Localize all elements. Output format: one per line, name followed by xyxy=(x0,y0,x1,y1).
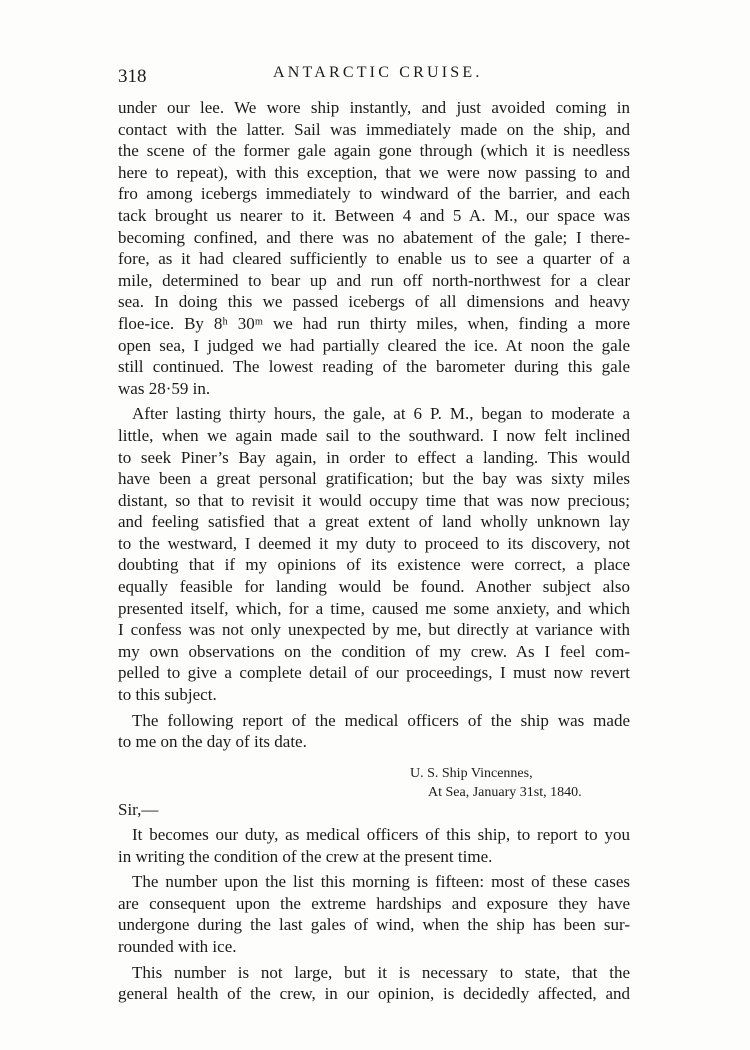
paragraph xyxy=(118,962,630,1005)
paragraph xyxy=(118,97,630,399)
text-line: mile, determined to bear up and run off north-northwest for a clear xyxy=(118,270,630,290)
text-line: still continued. The lowest reading of the barometer during this gale xyxy=(118,357,630,377)
text-line: fore, as it had cleared sufficiently to enable us to see a quarter of a xyxy=(118,249,630,269)
text-line: undergone during the last gales of wind, when the ship has been sur- xyxy=(118,915,630,935)
text-line: to seek Piner’s Bay again, in order to effect a landing. This would xyxy=(118,447,630,467)
letter-salutation: Sir,— xyxy=(118,800,159,819)
text-line: The following report of the medical officers of the ship was made xyxy=(132,710,630,730)
text-line: have been a great personal gratification; but the bay was sixty miles xyxy=(118,469,630,489)
text-line: doubting that if my opinions of its existence were correct, a place xyxy=(118,555,630,575)
text-line: the scene of the former gale again gone through (which it is needless xyxy=(118,141,630,161)
text-line: becoming confined, and there was no abatement of the gale; I there- xyxy=(118,227,630,247)
text-line: distant, so that to revisit it would occupy time that was now precious; xyxy=(118,490,630,510)
page-header xyxy=(118,64,628,88)
running-title: ANTARCTIC CRUISE. xyxy=(273,64,483,81)
text-line: sea. In doing this we passed icebergs of all dimensions and heavy xyxy=(118,292,630,312)
paragraph xyxy=(118,710,630,753)
paragraph xyxy=(118,403,630,705)
text-line: rounded with ice. xyxy=(118,936,237,956)
letter-dateline xyxy=(410,764,582,802)
text-line: to me on the day of its date. xyxy=(118,732,307,752)
text-line: This number is not large, but it is necessary to state, that the xyxy=(132,962,630,982)
text-line: under our lee. We wore ship instantly, and just avoided coming in xyxy=(118,98,630,117)
dateline-ship: U. S. Ship Vincennes, xyxy=(410,766,533,781)
text-line: to this subject. xyxy=(118,685,217,705)
text-line: here to repeat), with this exception, that we were now passing to and xyxy=(118,162,630,182)
letter-text xyxy=(118,824,630,1005)
narrative-text xyxy=(118,97,630,753)
text-line: I confess was not only unexpected by me, but directly at variance with xyxy=(118,620,630,640)
text-line: little, when we again made sail to the southward. I now felt inclined xyxy=(118,425,630,445)
text-line: open sea, I judged we had partially cleared the ice. At noon the gale xyxy=(118,335,630,355)
paragraph xyxy=(118,824,630,867)
text-line: contact with the latter. Sail was immediately made on the ship, and xyxy=(118,119,630,139)
text-line: tack brought us nearer to it. Between 4 and 5 A. M., our space was xyxy=(118,205,630,225)
text-line: and feeling satisfied that a great extent of land wholly unknown lay xyxy=(118,512,630,532)
page-number: 318 xyxy=(118,66,147,87)
text-line: to the westward, I deemed it my duty to proceed to its discovery, not xyxy=(118,533,630,553)
text-line: fro among icebergs immediately to windward of the barrier, and each xyxy=(118,184,630,204)
text-line: was 28·59 in. xyxy=(118,378,211,398)
text-line: After lasting thirty hours, the gale, at 6 P. M., began to moderate a xyxy=(132,404,630,424)
text-line: presented itself, which, for a time, caused me some anxiety, and which xyxy=(118,598,630,618)
text-line: general health of the crew, in our opinion, is decidedly affected, and xyxy=(118,984,630,1004)
text-line: floe-ice. By 8ʰ 30ᵐ we had run thirty miles, when, finding a more xyxy=(118,313,630,333)
text-line: pelled to give a complete detail of our proceedings, I must now revert xyxy=(118,663,630,683)
text-line: The number upon the list this morning is fifteen: most of these cases xyxy=(132,872,630,892)
text-line: in writing the condition of the crew at the present time. xyxy=(118,846,493,866)
text-line: It becomes our duty, as medical officers of this ship, to report to you xyxy=(132,825,630,844)
text-line: equally feasible for landing would be found. Another subject also xyxy=(118,577,630,597)
paragraph xyxy=(118,871,630,957)
text-line: are consequent upon the extreme hardships and exposure they have xyxy=(118,893,630,913)
text-line: my own observations on the condition of my crew. As I feel com- xyxy=(118,641,630,661)
dateline-date: At Sea, January 31st, 1840. xyxy=(428,785,582,800)
